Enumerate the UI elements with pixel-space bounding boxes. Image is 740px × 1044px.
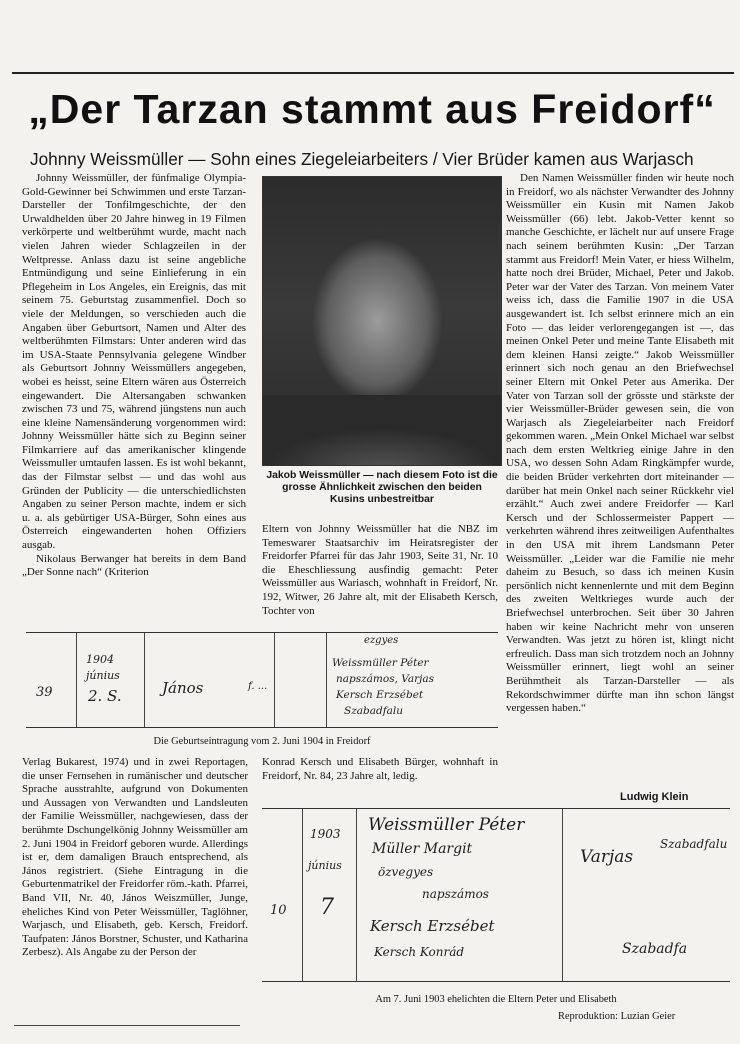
- photo-shoulders: [263, 395, 501, 465]
- middle-column-bottom: [262, 756, 498, 798]
- register-divider: [302, 809, 303, 981]
- article-subheadline: Johnny Weissmüller — Sohn eines Ziegeleiarbeiters / Vier Brüder kamen aus Warjasch: [30, 149, 694, 169]
- photo-credit: Reproduktion: Luzian Geier: [558, 1011, 676, 1022]
- right-column: [506, 172, 734, 786]
- birth-entry-caption: Die Geburtseintragung vom 2. Juni 1904 in Freidorf: [153, 736, 371, 747]
- left-column-top: [22, 172, 246, 624]
- entry-parents: napszámos, Varjas: [336, 673, 435, 685]
- bottom-rule: [14, 1025, 240, 1026]
- groom-status: özvegyes: [378, 865, 434, 879]
- paragraph: Konrad Kersch und Elisabeth Bürger, wohnhaft in Freidorf, Nr. 84, 23 Jahre alt, ledig.: [262, 756, 498, 782]
- bride-place: Szabadfa: [622, 941, 688, 957]
- register-divider: [76, 633, 77, 727]
- groom-name: Weissmüller Péter: [368, 815, 525, 835]
- entry-date: 2. S.: [88, 687, 122, 705]
- paragraph: Eltern von Johnny Weissmüller hat die NBZ im Temeswarer Staatsarchiv im Heiratsregister der Freidorfer Pfarrei für das Jahr 1903, Seite 31, Nr. 10 die Eheschliessung ausfindig gemacht: Peter Weissmüller aus Wariasch, wohnhaft in Freidorf, Nr. 192, Witwer, 26 Jahre alt, mit der Elisabeth Kersch, Tochter von: [262, 523, 498, 617]
- marriage-day: 7: [320, 895, 334, 920]
- register-divider: [356, 809, 357, 981]
- groom-residence: Szabadfalu: [660, 837, 728, 851]
- article-headline: „Der Tarzan stammt aus Freidorf“: [28, 86, 716, 132]
- register-divider: [144, 633, 145, 727]
- marriage-number: 10: [270, 903, 287, 918]
- marriage-year: 1903: [310, 827, 341, 841]
- entry-number: 39: [36, 685, 53, 700]
- entry-parents: Weissmüller Péter: [332, 657, 429, 669]
- photo-caption: Jakob Weissmüller — nach diesem Foto ist die grosse Ähnlichkeit zwischen den beiden Kusins unbestreitbar: [266, 470, 498, 505]
- entry-parents: Kersch Erzsébet: [336, 689, 424, 701]
- bride-father: Kersch Konrád: [374, 945, 465, 959]
- middle-column: [262, 523, 498, 631]
- register-divider: [274, 633, 275, 727]
- entry-name: János: [162, 679, 204, 697]
- marriage-register-entry: [262, 808, 730, 982]
- bride-name: Kersch Erzsébet: [370, 917, 495, 935]
- groom-occupation: napszámos: [422, 887, 489, 901]
- birth-register-entry: [26, 632, 498, 728]
- entry-date: június: [86, 669, 120, 682]
- paragraph: Johnny Weissmüller, der fünfmalige Olympia-Gold-Gewinner bei Schwimmen und erste Tarzan-Darsteller der Tonfilmgeschichte, der den Urwaldhelden über 20 Jahre hinweg in 19 Filmen verkörperte und weltberühmt wurde, macht nach vielen Jahren wieder Schlagzeilen in der Weltpresse. Anlass dazu ist seine angebliche Entmündigung und seine Einlieferung in ein Pflegeheim in Los Angeles, ein Ereignis, das mit seinem 75. Geburtstag zusammenfiel. Doch so viele der Meldungen, so verschieden auch die Angaben über Geburtsort, Namen und Alter des weltberühmten Filmstars: Unter anderen wird das im USA-Staate Pennsylvania gelegene Windber als Geburtsort Johnny Weissmüllers angegeben, wobei es heisst, seine Eltern wären aus Österreich eingewandert. Die Altersangaben schwanken zwischen 73 und 75, während jüngstens nun auch eine kleine Namensänderung vorgenommen wird: Johnny Weissmüller hätte sich zu Beginn seiner Filmkarriere auf das amerikanischer klingende Weissmuller umtaufen lassen. Es ist wohl bekannt, das der Filmstar selbst — und das wohl aus Gründen der Publicity — die unterschiedlichsten Angaben zu seiner Person machte, indem er sich u. a. als gebürtiger USA-Bürger, Sohn eines aus Österreich eingewanderten hohen Offiziers ausgab.: [22, 172, 246, 552]
- groom-place: Varjas: [580, 847, 634, 867]
- marriage-entry-caption: Am 7. Juni 1903 ehelichten die Eltern Peter und Elisabeth: [375, 994, 617, 1005]
- entry-note: f. ...: [248, 681, 268, 692]
- author-byline: Ludwig Klein: [620, 791, 689, 803]
- register-divider: [562, 809, 563, 981]
- marriage-month: június: [308, 859, 342, 872]
- portrait-photo: [262, 176, 502, 466]
- groom-mother: Müller Margit: [372, 841, 473, 857]
- register-divider: [326, 633, 327, 727]
- left-column-bottom: [22, 756, 248, 1016]
- entry-parents: Szabadfalu: [344, 705, 403, 717]
- entry-parents: ezgyes: [364, 635, 399, 646]
- paragraph: Nikolaus Berwanger hat bereits in dem Band „Der Sonne nach“ (Kriterion: [22, 552, 246, 579]
- top-rule: [12, 72, 734, 74]
- entry-date: 1904: [86, 653, 114, 666]
- paragraph: Den Namen Weissmüller finden wir heute noch in Freidorf, wo als nächster Verwandter des Johnny Weissmüller ein Kusin mit Namen Jakob Weissmüller (66) lebt. Jakob-Vetter kennt so manche Geschichte, er lächelt nur auf unsere Frage nach seinem berühmten Kusin: „Der Tarzan stammt aus Freidorf! Mein Vater, er hiess Wilhelm, hatte noch drei Brüder, Michael, Peter und Jakob. Peter war der Vater des Tarzan. Von meinem Vater weiss ich, dass die Familie 1907 in die USA ausgewandert ist. Ich selbst erinnere mich an ein Foto — das leider verlorengegangen ist —, das meinen Onkel Peter und meine Tante Elisabeth mit dem kleinen Hansi zeigte.“ Jakob Weissmüller erinnert sich noch genau an den Briefwechsel seiner Eltern mit Onkel Peter aus Amerika. Der Vater von Tarzan soll der grösste und stärkste der vier Weissmüller-Brüder gewesen sein, die von Warjasch als Ziegeleiarbeiter nach Freidorf gekommen waren. „Mein Onkel Michael war selbst nach dem ersten Weltkrieg einige Jahre in den USA, wo dessen Sohn Adam Ringkämpfer wurde, die beiden Brüder verkehrten dort miteinander — darüber hat mein Onkel nach seiner Rückkehr viel erzählt.“ Auch zwei andere Freidorfer — Karl Kersch und der Schlossermeister Pappert — verkehrten während ihres zeitweiligen Aufenthaltes in den USA mit ihrem Landsmann Peter Weissmüller. „Leider war die Familie nie mehr daheim zu Besuch, so dass ich meinen Kusin persönlich nicht kennenlernte und mit dem Beginn des zweiten Weltkrieges wurde auch der Briefwechsel unterbrochen. Seit über 30 Jahren haben wir keine Nachricht mehr von unseren Verwandten. Was jetzt zu hören ist, klingt nicht erfreulich. Dass man sich trotzdem noch an Johnny Weissmüller erinnert, liegt wohl an seiner Berühmtheit als Tarzan-Darsteller — als Rekordschwimmer dürfte man ihn schon längst vergessen haben.“: [506, 172, 734, 715]
- paragraph: Verlag Bukarest, 1974) und in zwei Reportagen, die unser Fernsehen in rumänischer und deutscher Sprache ausstrahlte, aufgrund von Dokumenten und Aussagen von Verwandten und Landsleuten der Familie Weissmüller, nachgewiesen, dass der berühmte Dschungelkönig Johnny Weissmüller am 2. Juni 1904 in Freidorf geboren wurde. Allerdings ist er, dem damaligen Brauch entsprechend, als János registriert. (Siehe Eintragung in die Geburtenmatrikel der Freidorfer röm.-kath. Pfarrei, Band VII, Nr. 40, János Weiszmüller, Junge, eheliches Kind von Peter Weissmüller, Taglöhner, Warjasch, und Elisabeth, geb. Kersch, Freidorf. Taufpaten: János Borstner, Schuster, und Katharina Zerbesz). Als Angabe zu der Person der: [22, 756, 248, 959]
